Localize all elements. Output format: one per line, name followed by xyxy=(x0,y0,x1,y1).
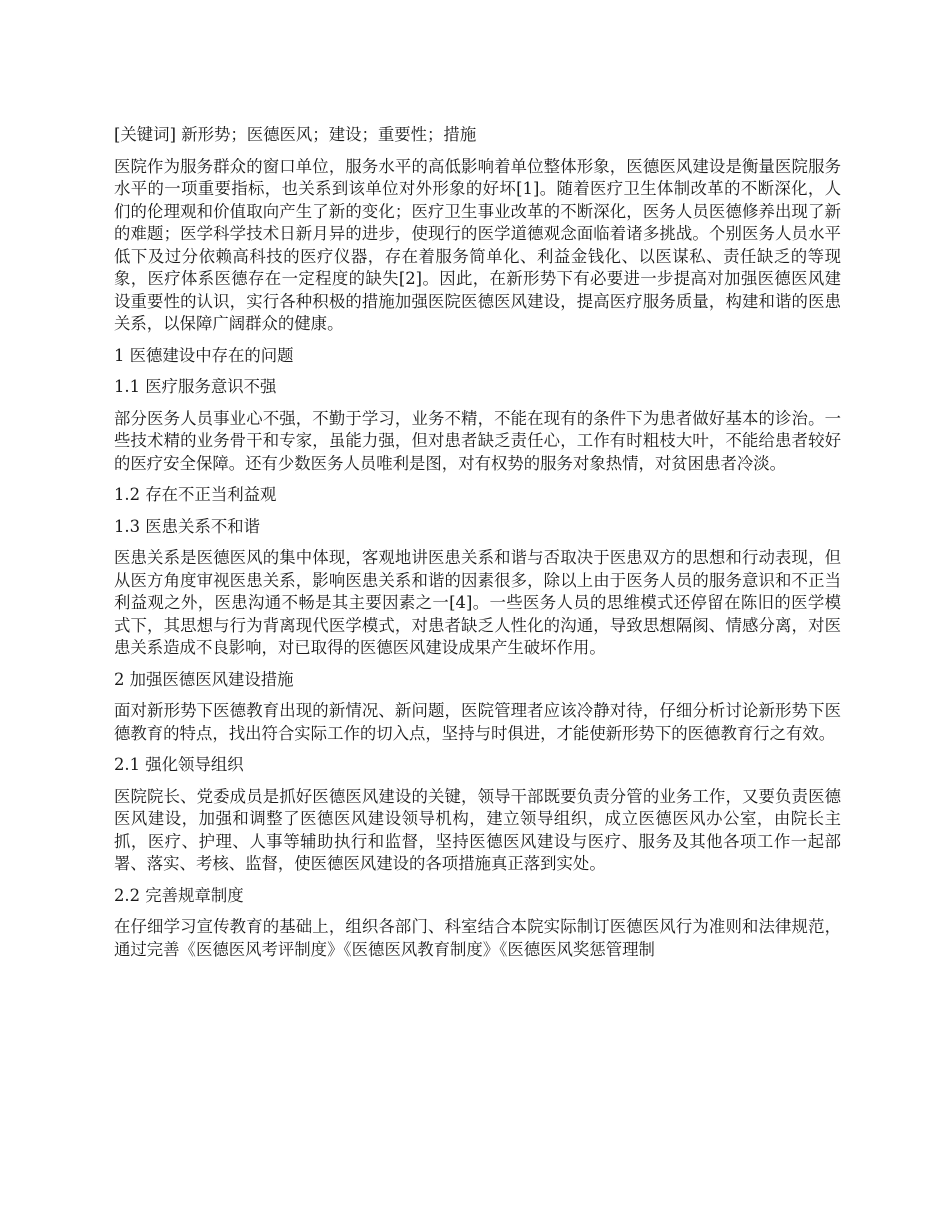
paragraph-2: 面对新形势下医德教育出现的新情况、新问题，医院管理者应该冷静对待，仔细分析讨论新形势下医德教育的特点，找出符合实际工作的切入点，坚持与时俱进，才能使新形势下的医德教育行之有效。 xyxy=(114,701,841,743)
subsection-heading-1-1: 1.1 医疗服务意识不强 xyxy=(114,377,277,396)
document-page xyxy=(114,124,841,970)
subsection-heading-1-2: 1.2 存在不正当利益观 xyxy=(114,485,277,504)
paragraph-1-3: 医患关系是医德医风的集中体现，客观地讲医患关系和谐与否取决于医患双方的思想和行动表现，但从医方角度审视医患关系，影响医患关系和谐的因素很多，除以上由于医务人员的服务意识和不正当利益观之外，医患沟通不畅是其主要因素之一[4]。一些医务人员的思维模式还停留在陈旧的医学模式下，其思想与行为背离现代医学模式，对患者缺乏人性化的沟通，导致思想隔阂、情感分离，对医患关系造成不良影响，对已取得的医德医风建设成果产生破坏作用。 xyxy=(114,548,841,657)
section-heading-1: 1 医德建设中存在的问题 xyxy=(114,345,294,365)
intro-paragraph: 医院作为服务群众的窗口单位，服务水平的高低影响着单位整体形象，医德医风建设是衡量医院服务水平的一项重要指标，也关系到该单位对外形象的好坏[1]。随着医疗卫生体制改革的不断深化，人们的伦理观和价值取向产生了新的变化；医疗卫生事业改革的不断深化，医务人员医德修养出现了新的难题；医学科学技术日新月异的进步，使现行的医学道德观念面临着诸多挑战。个别医务人员水平低下及过分依赖高科技的医疗仪器，存在着服务简单化、利益金钱化、以医谋私、责任缺乏的等现象，医疗体系医德存在一定程度的缺失[2]。因此，在新形势下有必要进一步提高对加强医德医风建设重要性的认识，实行各种积极的措施加强医院医德医风建设，提高医疗服务质量，构建和谐的医患关系，以保障广阔群众的健康。 xyxy=(114,156,841,333)
paragraph-1-1: 部分医务人员事业心不强，不勤于学习，业务不精，不能在现有的条件下为患者做好基本的诊治。一些技术精的业务骨干和专家，虽能力强，但对患者缺乏责任心，工作有时粗枝大叶，不能给患者较好的医疗安全保障。还有少数医务人员唯利是图，对有权势的服务对象热情，对贫困患者冷淡。 xyxy=(114,408,841,473)
keywords-line xyxy=(114,124,841,147)
paragraph-2-2: 在仔细学习宣传教育的基础上，组织各部门、科室结合本院实际制订医德医风行为准则和法律规范，通过完善《医德医风考评制度》《医德医风教育制度》《医德医风奖惩管理制 xyxy=(114,917,841,959)
keywords-label: [关键词] xyxy=(114,125,176,144)
subsection-heading-2-2: 2.2 完善规章制度 xyxy=(114,885,244,905)
section-heading-2: 2 加强医德医风建设措施 xyxy=(114,669,294,689)
subsection-heading-1-3: 1.3 医患关系不和谐 xyxy=(114,516,261,536)
subsection-heading-2-1: 2.1 强化领导组织 xyxy=(114,755,244,774)
keywords-text: 新形势；医德医风；建设；重要性；措施 xyxy=(181,125,477,144)
paragraph-2-1: 医院院长、党委成员是抓好医德医风建设的关键，领导干部既要负责分管的业务工作，又要负责医德医风建设，加强和调整了医德医风建设领导机构，建立领导组织，成立医德医风办公室，由院长主抓，医疗、护理、人事等辅助执行和监督，坚持医德医风建设与医疗、服务及其他各项工作一起部署、落实、考核、监督，使医德医风建设的各项措施真正落到实处。 xyxy=(114,786,841,873)
